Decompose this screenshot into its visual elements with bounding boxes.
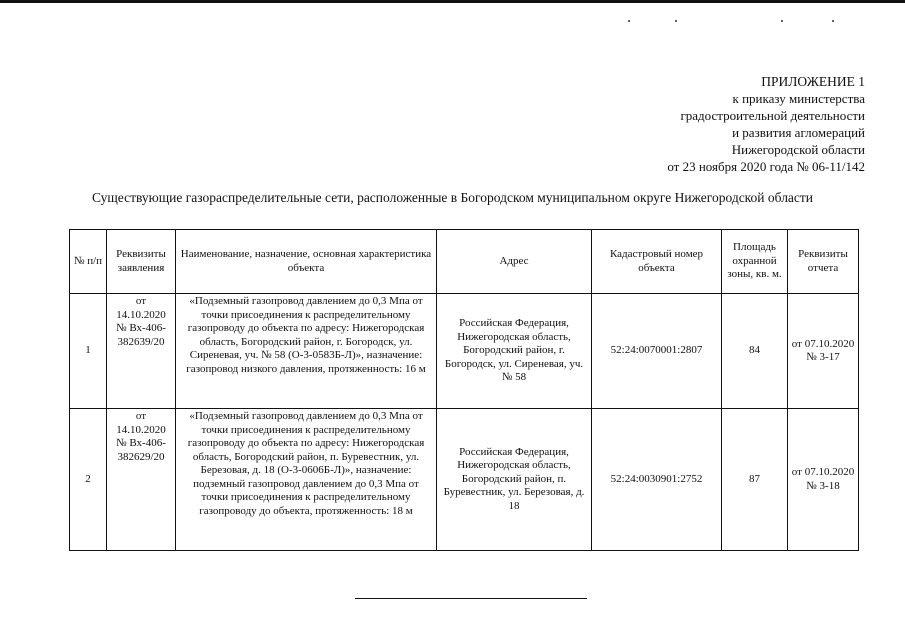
bottom-separator-line — [355, 598, 587, 599]
table-header-row — [70, 230, 859, 294]
cell-report: от 07.10.2020 № 3-18 — [788, 409, 859, 551]
cell-application: от 14.10.2020 № Вх-406-382639/20 — [107, 294, 176, 409]
appendix-line: Нижегородской области — [731, 142, 865, 157]
header-area: Площадь охранной зоны, кв. м. — [722, 230, 788, 294]
scan-speck — [675, 20, 677, 22]
cell-area: 84 — [722, 294, 788, 409]
appendix-line: от 23 ноября 2020 года № 06-11/142 — [667, 159, 865, 174]
gas-networks-table — [69, 229, 859, 551]
appendix-header — [667, 73, 865, 175]
appendix-line: градостроительной деятельности — [680, 108, 865, 123]
appendix-line: и развития агломераций — [732, 125, 865, 140]
table-row — [70, 409, 859, 551]
cell-cadastral: 52:24:0030901:2752 — [592, 409, 722, 551]
scan-specks — [0, 14, 905, 24]
cell-cadastral: 52:24:0070001:2807 — [592, 294, 722, 409]
header-cadastral: Кадастровый номер объекта — [592, 230, 722, 294]
scan-speck — [781, 20, 783, 22]
cell-application: от 14.10.2020 № Вх-406-382629/20 — [107, 409, 176, 551]
table-row — [70, 294, 859, 409]
cell-area: 87 — [722, 409, 788, 551]
scan-speck — [832, 20, 834, 22]
cell-num: 1 — [70, 294, 107, 409]
cell-num: 2 — [70, 409, 107, 551]
header-description: Наименование, назначение, основная характеристика объекта — [176, 230, 437, 294]
cell-report: от 07.10.2020 № 3-17 — [788, 294, 859, 409]
header-application: Реквизиты заявления — [107, 230, 176, 294]
scan-speck — [628, 20, 630, 22]
appendix-line: ПРИЛОЖЕНИЕ 1 — [761, 74, 865, 89]
cell-description: «Подземный газопровод давлением до 0,3 Мпа от точки присоединения к распределительному газопроводу до объекта по адресу: Нижегородская область, Богородский район, г. Богородск, ул. Сиреневая, уч. № 58 (О-3-0583Б-Л)», назначение: газопровод низкого давления, протяженность: 16 м — [176, 294, 437, 409]
document-title: Существующие газораспределительные сети, расположенные в Богородском муниципальном округе Нижегородской области — [91, 190, 814, 205]
cell-description: «Подземный газопровод давлением до 0,3 Мпа от точки присоединения к распределительному газопроводу до объекта по адресу: Нижегородская область, Богородский район, п. Буревестник, ул. Березовая, д. 18 (О-3-0606Б-Л)», назначение: подземный газопровод давлением до 0,3 Мпа от точки присоединения к распределительному газопроводу до объекта, протяженность: 18 м — [176, 409, 437, 551]
cell-address: Российская Федерация, Нижегородская область, Богородский район, п. Буревестник, ул. Березовая, д. 18 — [437, 409, 592, 551]
header-report: Реквизиты отчета — [788, 230, 859, 294]
top-border-line — [0, 0, 905, 3]
header-address: Адрес — [437, 230, 592, 294]
cell-address: Российская Федерация, Нижегородская область, Богородский район, г. Богородск, ул. Сиреневая, уч. № 58 — [437, 294, 592, 409]
header-num: № п/п — [70, 230, 107, 294]
appendix-line: к приказу министерства — [732, 91, 865, 106]
